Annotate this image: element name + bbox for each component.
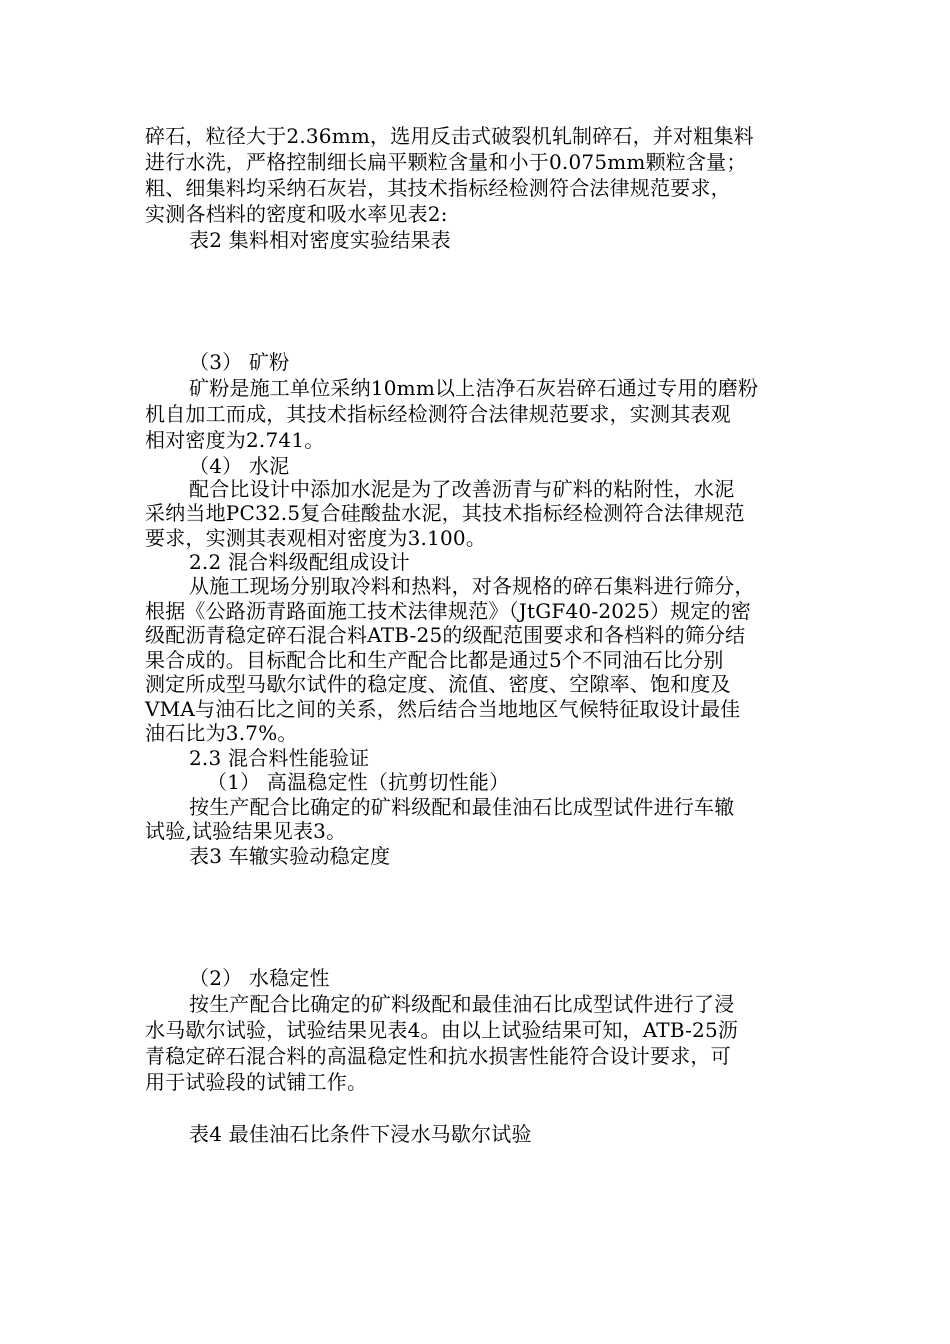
table-caption: 表2 集料相对密度实验结果表 (189, 228, 451, 252)
table-caption: 表4 最佳油石比条件下浸水马歇尔试验 (189, 1122, 532, 1146)
body-text-line: 水马歇尔试验，试验结果见表4。由以上试验结果可知，ATB-25沥 (145, 1018, 739, 1042)
body-text-line: 按生产配合比确定的矿料级配和最佳油石比成型试件进行了浸 (189, 992, 735, 1016)
body-text-line: 从施工现场分别取冷料和热料，对各规格的碎石集料进行筛分， (189, 574, 755, 598)
body-text-line: 要求，实测其表观相对密度为3.100。 (145, 526, 487, 550)
section-heading: 2.2 混合料级配组成设计 (189, 550, 410, 574)
section-heading: （1） 高温稳定性（抗剪切性能） (207, 770, 510, 794)
body-text-line: 根据《公路沥青路面施工技术法律规范》（JtGF40-2025）规定的密 (145, 599, 752, 623)
body-text-line: 碎石，粒径大于2.36mm，选用反击式破裂机轧制碎石，并对粗集料 (145, 124, 754, 148)
section-heading: （4） 水泥 (189, 454, 290, 478)
body-text-line: 试验,试验结果见表3。 (145, 819, 347, 843)
body-text-line: 用于试验段的试铺工作。 (145, 1070, 368, 1094)
body-text-line: 机自加工而成，其技术指标经检测符合法律规范要求，实测其表观 (145, 402, 731, 426)
body-text-line: 采纳当地PC32.5复合硅酸盐水泥，其技术指标经检测符合法律规范 (145, 501, 745, 525)
body-text-line: 级配沥青稳定碎石混合料ATB-25的级配范围要求和各档料的筛分结 (145, 623, 746, 647)
body-text-line: 测定所成型马歇尔试件的稳定度、流值、密度、空隙率、饱和度及 (145, 672, 731, 696)
body-text-line: 矿粉是施工单位采纳10mm以上洁净石灰岩碎石通过专用的磨粉 (189, 376, 759, 400)
body-text-line: 粗、细集料均采纳石灰岩，其技术指标经检测符合法律规范要求， (145, 176, 731, 200)
body-text-line: 进行水洗，严格控制细长扁平颗粒含量和小于0.075mm颗粒含量； (145, 150, 747, 174)
body-text-line: 果合成的。目标配合比和生产配合比都是通过5个不同油石比分别 (145, 648, 724, 672)
section-heading: （2） 水稳定性 (189, 966, 330, 990)
body-text-line: 青稳定碎石混合料的高温稳定性和抗水损害性能符合设计要求，可 (145, 1044, 731, 1068)
body-text-line: 相对密度为2.741。 (145, 428, 325, 452)
body-text-line: 配合比设计中添加水泥是为了改善沥青与矿料的粘附性，水泥 (189, 477, 735, 501)
body-text-line: VMA与油石比之间的关系，然后结合当地地区气候特征取设计最佳 (145, 697, 741, 721)
section-heading: （3） 矿粉 (189, 350, 290, 374)
table-caption: 表3 车辙实验动稳定度 (189, 844, 391, 868)
body-text-line: 油石比为3.7%。 (145, 721, 298, 745)
body-text-line: 按生产配合比确定的矿料级配和最佳油石比成型试件进行车辙 (189, 795, 735, 819)
body-text-line: 实测各档料的密度和吸水率见表2: (145, 202, 448, 226)
section-heading: 2.3 混合料性能验证 (189, 746, 370, 770)
